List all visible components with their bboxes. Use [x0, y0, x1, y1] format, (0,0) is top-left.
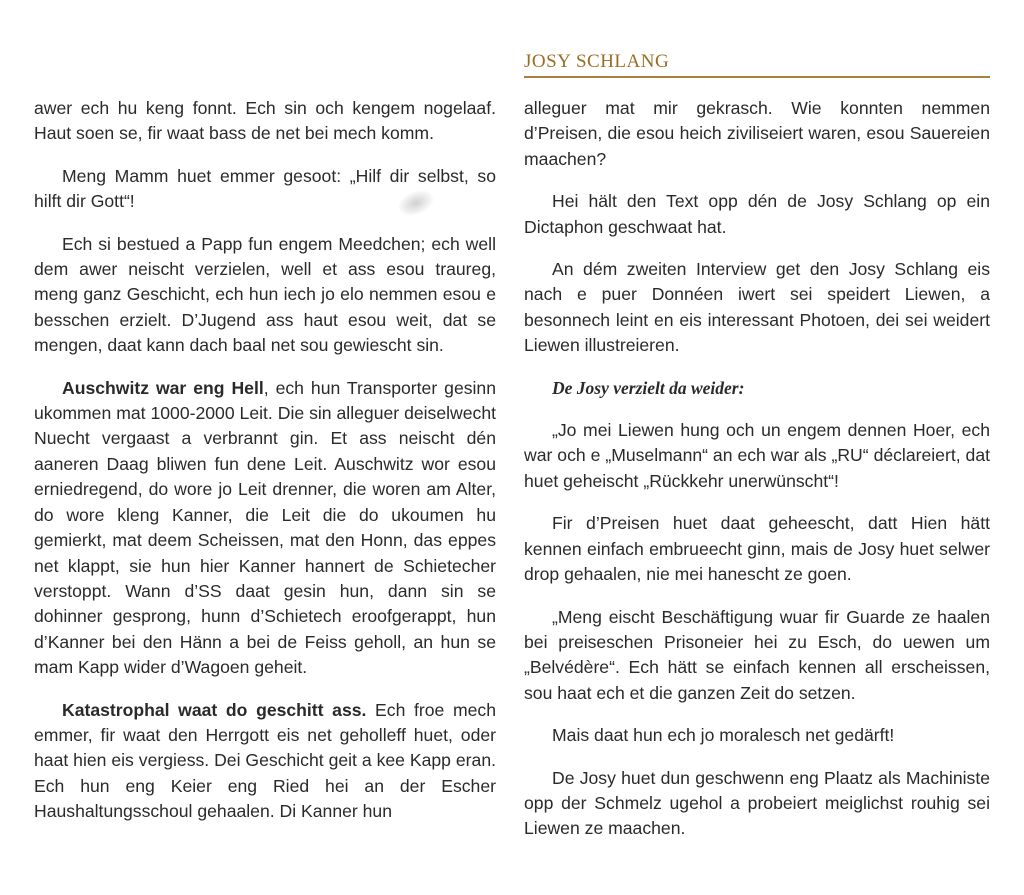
section-header — [524, 50, 990, 78]
paragraph: An dém zweiten Interview get den Josy Schlang eis nach e puer Donnéen iwert sei speidert Liewen, a besonnech leint en eis interessant Photoen, dei sei weidert Liewen illustreieren. — [524, 259, 990, 356]
paragraph: alleguer mat mir gekrasch. Wie konnten nemmen d’Preisen, die esou heich ziviliseiert waren, esou Sauereien maachen? — [524, 98, 990, 169]
paragraph: De Josy huet dun geschwenn eng Plaatz als Machiniste opp der Schmelz ugehol a probeiert meiglichst rouhig sei Liewen ze maachen. — [524, 767, 990, 839]
paragraph: „Meng eischt Beschäftigung wuar fir Guarde ze haalen bei preiseschen Prisoneier hei zu Esch, do uewen um „Belvédère“. Ech hätt se einfach kennen all erscheissen, sou haat ech et die ganzen Zeit do setzen. — [524, 606, 990, 703]
paragraph-body: Ech froe mech emmer, fir waat den Herrgott eis net geholleff huet, oder haat hien eis vergiess. Dei Geschicht geit a kee Kapp eran. Ech hun eng Keier eng Ried hei an der Escher Haushaltungsschoul gehaalen. Di Kanner hun — [34, 699, 496, 822]
paragraph: Fir d’Preisen huet daat geheescht, datt Hien hätt kennen einfach embrueecht ginn, mais de Josy huet selwer drop gehaalen, nie mei hanescht ze goen. — [524, 513, 990, 585]
right-column — [524, 96, 990, 859]
paragraph-body: , ech hun Transporter gesinn ukommen mat 1000-2000 Leit. Die sin alleguer deiselwecht Nuecht vergaast a verbrannt gin. Et ass neischt dén aaneren Daag bliwen fun dene Leit. Auschwitz wor esou erniedregend, do wore jo Leit drenner, die woren am Alter, do wore kleng Kanner, die Leit die do ukoumen hu gemierkt, mat deem Scheissen, mat den Honn, das eppes net klappt, sie hun hier Kanner hannert de Schietecher verstoppt. Wann d’SS daat gesin hun, dann sin se dohinner gesprong, hunn d’Schietech eroofgerappt, hun d’Kanner bei den Hänn a bei de Feiss geholl, an hun se mam Kapp wider d’Wagoen geheit. — [34, 377, 497, 678]
paragraph: Hei hält den Text opp dén de Josy Schlang op ein Dictaphon geschwaat hat. — [524, 191, 990, 237]
paragraph-lead: Katastrophal waat do geschitt ass. — [62, 699, 367, 720]
paragraph — [34, 376, 496, 681]
paragraph: „Jo mei Liewen hung och un engem dennen Hoer, ech war och e „Muselmann“ an ech war als „RU“ déclareiert, dat huet geheischt „Rückkehr unerwünscht“! — [524, 420, 990, 491]
paragraph: awer ech hu keng fonnt. Ech sin och kengem nogelaaf. Haut soen se, fir waat bass de net bei mech komm. — [34, 98, 496, 144]
paragraph — [34, 698, 496, 825]
paragraph: Ech si bestued a Papp fun engem Meedchen; ech well dem awer neischt verzielen, well et ass esou traureg, meng ganz Geschicht, ech hun iech jo elo nemmen esou e besschen erzielt. D’Jugend ass haut esou weit, dat se mengen, daat kann dach baal net sou gewiescht sin. — [34, 233, 496, 356]
paragraph: Mais daat hun ech jo moralesch net gedärft! — [552, 725, 895, 746]
header-title: JOSY SCHLANG — [524, 51, 670, 72]
subheading: De Josy verzielt da weider: — [552, 377, 745, 398]
paragraph-lead: Auschwitz war eng Hell — [62, 377, 264, 398]
paragraph: Meng Mamm huet emmer gesoot: „Hilf dir selbst, so hilft dir Gott“! — [34, 165, 496, 212]
